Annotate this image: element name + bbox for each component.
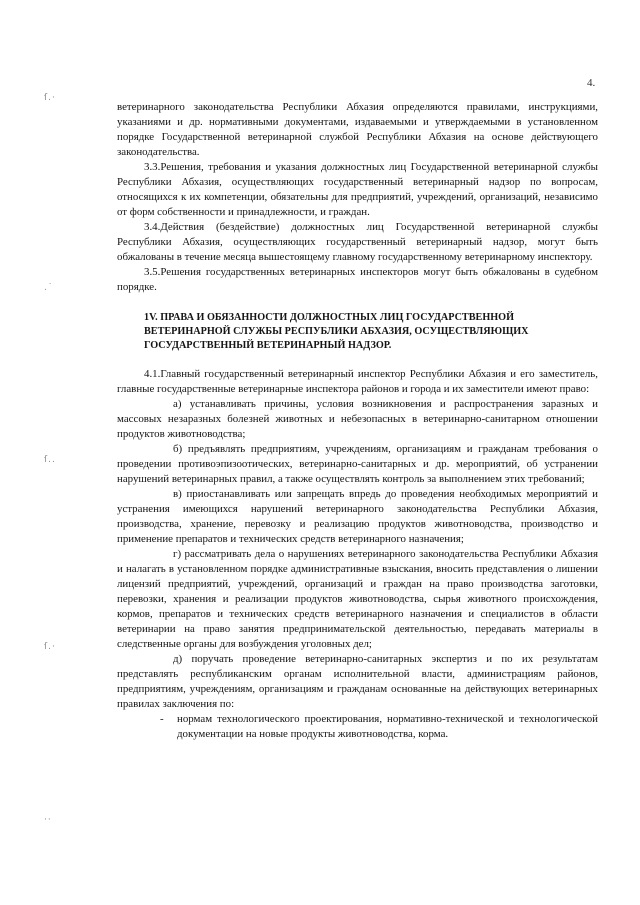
item-g: г) рассматривать дела о нарушениях ветеринарного законодательства Республики Абхазия и налагать в установленном порядке административные взыскания, вносить представления о лишении лицензий предприятий, учреждений, организаций и граждан на право производства заготовки, перевозки, хранения и реализации продуктов животноводства, сырья животного происхождения, кормов, препаратов и технических средств ветеринарного назначения и специалистов в области ветеринарии на право занятия предпринимательской деятельностью, передавать материалы в следственные органы для возбуждения уголовных дел; — [117, 548, 598, 650]
binder-hole-mark-2: .˙ — [44, 283, 54, 293]
page-number: 4. — [587, 77, 596, 89]
binder-hole-mark-5: ·· — [44, 815, 52, 825]
dash-item-text: нормам технологического проектирования, нормативно-технической и технологической документации на новые продукты животноводства, корма. — [177, 713, 598, 740]
binder-hole-mark-4: ſ.· — [44, 642, 56, 652]
clause-4-1: 4.1.Главный государственный ветеринарный инспектор Республики Абхазия и его заместитель, главные государственные ветеринарные инспектора районов и города и их заместители имеют право: — [117, 368, 598, 395]
item-b: б) предъявлять предприятиям, учреждениям, организациям и гражданам требования о проведении противоэпизоотических, ветеринарно-санитарных и др. мероприятий, об устранении нарушений ветеринарных правил, а также осуществлять контроль за выполнением этих требований; — [117, 443, 598, 485]
section-heading: 1V. ПРАВА И ОБЯЗАННОСТИ ДОЛЖНОСТНЫХ ЛИЦ ГОСУДАРСТВЕННОЙ ВЕТЕРИНАРНОЙ СЛУЖБЫ РЕСПУБЛИКИ АБХАЗИЯ, ОСУЩЕСТВЛЯЮЩИХ ГОСУДАРСТВЕННЫЙ ВЕТЕРИНАРНЫЙ НАДЗОР. — [144, 312, 529, 351]
dash-marker: - — [160, 713, 164, 725]
continuation-paragraph: ветеринарного законодательства Республики Абхазия определяются правилами, инструкциями, указаниями и др. нормативными документами, издаваемыми и утверждаемыми в установленном порядке Государственной ветеринарной службой Республики Абхазия на основе действующего законодательства. — [117, 101, 598, 158]
item-a: а) устанавливать причины, условия возникновения и распространения заразных и массовых незаразных болезней животных и небезопасных в ветеринарно-санитарном отношении продуктов животноводства; — [117, 398, 598, 440]
clause-3-5: 3.5.Решения государственных ветеринарных инспекторов могут быть обжалованы в судебном порядке. — [117, 266, 598, 293]
document-body — [117, 100, 598, 742]
binder-hole-mark-1: ſ.· — [44, 93, 56, 103]
item-v: в) приостанавливать или запрещать впредь до проведения необходимых мероприятий и устранения имеющихся нарушений ветеринарного законодательства Республики Абхазия, производства, хранение, перевозку и реализацию продуктов животноводства, производство и применение препаратов и технических средств ветеринарного назначения; — [117, 488, 598, 545]
binder-hole-mark-3: ſ.. — [44, 455, 56, 465]
clause-3-3: 3.3.Решения, требования и указания должностных лиц Государственной ветеринарной службы Республики Абхазия, осуществляющих государственный ветеринарный надзор по вопросам, относящихся к их компетенции, обязательны для предприятий, учреждений, организаций, независимо от форм собственности и принадлежности, и граждан. — [117, 161, 598, 218]
dash-list-item — [117, 712, 598, 742]
clause-3-4: 3.4.Действия (бездействие) должностных лиц Государственной ветеринарной службы Республики Абхазия, осуществляющих государственный ветеринарный надзор, могут быть обжалованы в течение месяца вышестоящему главному государственному ветеринарному инспектору. — [117, 221, 598, 263]
item-d: д) поручать проведение ветеринарно-санитарных экспертиз и по их результатам представлять республиканским органам исполнительной власти, администрациям районов, предприятиям, учреждениям, организациям и гражданам основанные на действующих ветеринарных правилах заключения по: — [117, 653, 598, 710]
dash-list — [117, 712, 598, 742]
